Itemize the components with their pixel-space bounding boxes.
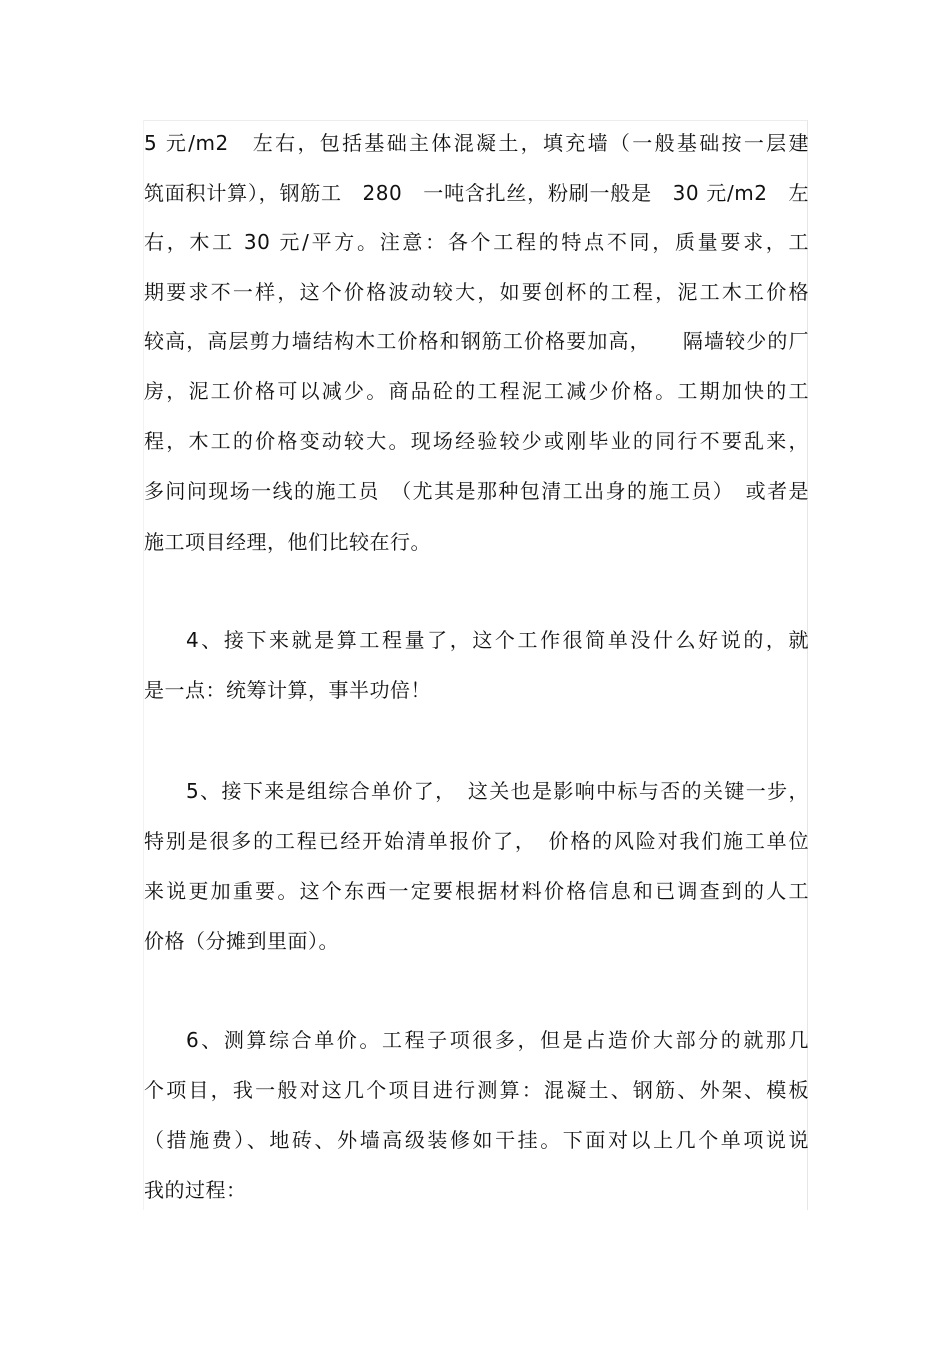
text-line: 房，泥工价格可以减少。商品砼的工程泥工减少价格。工期加快的工 [144, 379, 809, 403]
text-line: 是一点：统筹计算，事半功倍！ [144, 678, 431, 702]
text-line: 特别是很多的工程已经开始清单报价了， 价格的风险对我们施工单位 [144, 829, 809, 853]
paragraph-first-line: 6、测算综合单价。工程子项很多，但是占造价大部分的就那几 [186, 1028, 809, 1052]
text-line: 多问问现场一线的施工员 （尤其是那种包清工出身的施工员） 或者是 [144, 479, 809, 503]
text-line: 来说更加重要。这个东西一定要根据材料价格信息和已调查到的人工 [144, 879, 809, 903]
text-line: 施工项目经理，他们比较在行。 [144, 530, 431, 554]
text-line: 个项目，我一般对这几个项目进行测算：混凝土、钢筋、外架、模板 [144, 1078, 809, 1102]
text-line: 较高，高层剪力墙结构木工价格和钢筋工价格要加高， 隔墙较少的厂 [144, 329, 809, 353]
text-line: 程，木工的价格变动较大。现场经验较少或刚毕业的同行不要乱来， [144, 429, 809, 453]
text-line: 价格（分摊到里面）。 [144, 929, 339, 953]
text-line: 5 元/m2 左右，包括基础主体混凝土，填充墙（一般基础按一层建 [144, 131, 809, 155]
text-line: （措施费）、地砖、外墙高级装修如干挂。下面对以上几个单项说说 [144, 1128, 809, 1152]
paragraph-first-line: 5、接下来是组综合单价了， 这关也是影响中标与否的关键一步， [186, 779, 809, 803]
paragraph-first-line: 4、接下来就是算工程量了，这个工作很简单没什么好说的，就 [186, 628, 809, 652]
text-line: 筑面积计算），钢筋工 280 一吨含扎丝，粉刷一般是 30 元/m2 左 [144, 181, 809, 205]
text-line: 期要求不一样，这个价格波动较大，如要创杯的工程，泥工木工价格 [144, 280, 809, 304]
text-line: 右，木工 30 元/平方。注意：各个工程的特点不同，质量要求，工 [144, 230, 809, 254]
text-line: 我的过程： [144, 1178, 247, 1202]
